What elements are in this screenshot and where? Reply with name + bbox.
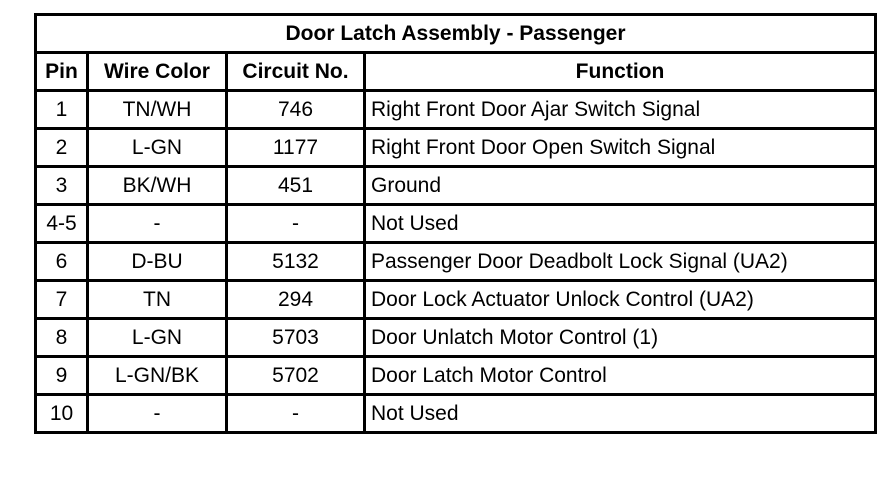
cell-pin: 9 <box>36 357 88 395</box>
header-circuit-number: Circuit No. <box>227 53 365 91</box>
cell-function: Right Front Door Ajar Switch Signal <box>365 91 876 129</box>
cell-wire-color: L-GN <box>88 319 227 357</box>
table-row <box>36 205 876 243</box>
cell-function: Not Used <box>365 205 876 243</box>
table-title-row <box>36 15 876 53</box>
table-row <box>36 357 876 395</box>
cell-wire-color: L-GN/BK <box>88 357 227 395</box>
connector-pinout-table <box>34 13 877 434</box>
cell-pin: 4-5 <box>36 205 88 243</box>
cell-function: Door Lock Actuator Unlock Control (UA2) <box>365 281 876 319</box>
cell-pin: 1 <box>36 91 88 129</box>
cell-function: Not Used <box>365 395 876 433</box>
cell-circuit-number: 5702 <box>227 357 365 395</box>
cell-function: Right Front Door Open Switch Signal <box>365 129 876 167</box>
table-header-row <box>36 53 876 91</box>
cell-wire-color: D-BU <box>88 243 227 281</box>
cell-pin: 7 <box>36 281 88 319</box>
table-row <box>36 281 876 319</box>
cell-wire-color: TN/WH <box>88 91 227 129</box>
header-wire-color: Wire Color <box>88 53 227 91</box>
cell-function: Ground <box>365 167 876 205</box>
cell-circuit-number: 5703 <box>227 319 365 357</box>
table-row <box>36 243 876 281</box>
header-function: Function <box>365 53 876 91</box>
cell-wire-color: L-GN <box>88 129 227 167</box>
table-row <box>36 319 876 357</box>
cell-pin: 8 <box>36 319 88 357</box>
table-row <box>36 395 876 433</box>
table-row <box>36 167 876 205</box>
cell-circuit-number: 5132 <box>227 243 365 281</box>
cell-circuit-number: 1177 <box>227 129 365 167</box>
cell-pin: 3 <box>36 167 88 205</box>
cell-function: Door Latch Motor Control <box>365 357 876 395</box>
cell-circuit-number: 451 <box>227 167 365 205</box>
cell-function: Passenger Door Deadbolt Lock Signal (UA2) <box>365 243 876 281</box>
cell-wire-color: BK/WH <box>88 167 227 205</box>
table-row <box>36 91 876 129</box>
cell-circuit-number: - <box>227 395 365 433</box>
cell-circuit-number: 294 <box>227 281 365 319</box>
cell-pin: 10 <box>36 395 88 433</box>
cell-wire-color: - <box>88 205 227 243</box>
cell-pin: 2 <box>36 129 88 167</box>
cell-wire-color: TN <box>88 281 227 319</box>
cell-pin: 6 <box>36 243 88 281</box>
table-title: Door Latch Assembly - Passenger <box>36 15 876 53</box>
header-pin: Pin <box>36 53 88 91</box>
cell-wire-color: - <box>88 395 227 433</box>
table-row <box>36 129 876 167</box>
cell-function: Door Unlatch Motor Control (1) <box>365 319 876 357</box>
cell-circuit-number: 746 <box>227 91 365 129</box>
cell-circuit-number: - <box>227 205 365 243</box>
